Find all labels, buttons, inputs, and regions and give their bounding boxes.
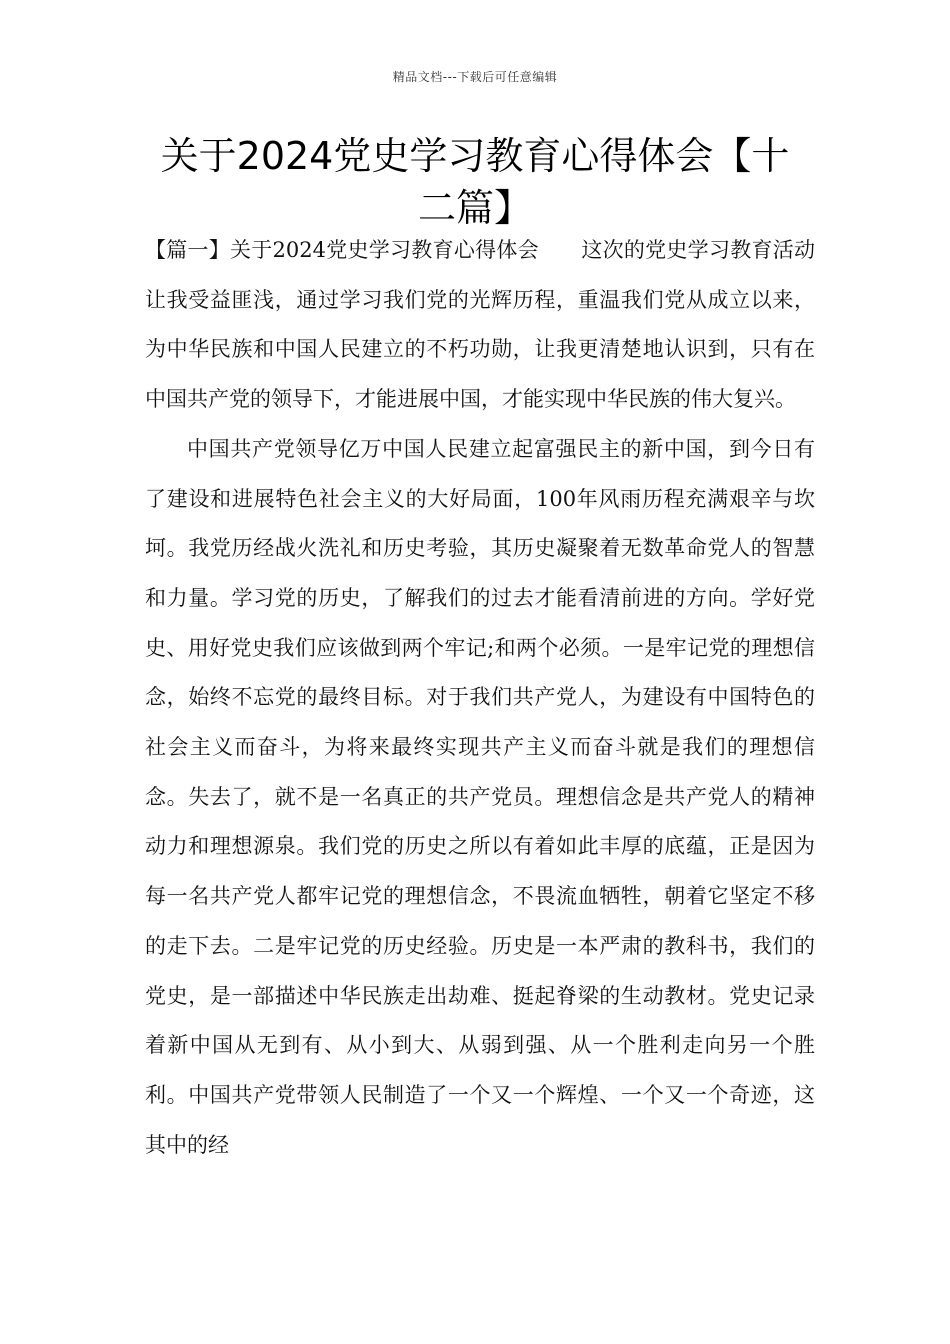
document-title: 关于2024党史学习教育心得体会【十二篇】	[160, 134, 790, 230]
document-body	[145, 226, 815, 1170]
paragraph-1: 【篇一】关于2024党史学习教育心得体会 这次的党史学习教育活动让我受益匪浅，通过学习我们党的光辉历程，重温我们党从成立以来，为中华民族和中国人民建立的不朽功勋，让我更清楚地认识到，只有在中国共产党的领导下，才能进展中国，才能实现中华民族的伟大复兴。	[145, 238, 815, 412]
paragraph-2: 中国共产党领导亿万中国人民建立起富强民主的新中国，到今日有了建设和进展特色社会主义的大好局面，100年风雨历程充满艰辛与坎坷。我党历经战火洗礼和历史考验，其历史凝聚着无数革命党人的智慧和力量。学习党的历史，了解我们的过去才能看清前进的方向。学好党史、用好党史我们应该做到两个牢记;和两个必须。一是牢记党的理想信念，始终不忘党的最终目标。对于我们共产党人，为建设有中国特色的社会主义而奋斗，为将来最终实现共产主义而奋斗就是我们的理想信念。失去了，就不是一名真正的共产党员。理想信念是共产党人的精神动力和理想源泉。我们党的历史之所以有着如此丰厚的底蕴，正是因为每一名共产党人都牢记党的理想信念，不畏流血牺牲，朝着它坚定不移的走下去。二是牢记党的历史经验。历史是一本严肃的教科书，我们的党史，是一部描述中华民族走出劫难、挺起脊梁的生动教材。党史记录着新中国从无到有、从小到大、从弱到强、从一个胜利走向另一个胜利。中国共产党带领人民制造了一个又一个辉煌、一个又一个奇迹，这其中的经	[145, 436, 815, 1157]
header-note: 精品文档---下载后可任意编辑	[392, 70, 558, 84]
